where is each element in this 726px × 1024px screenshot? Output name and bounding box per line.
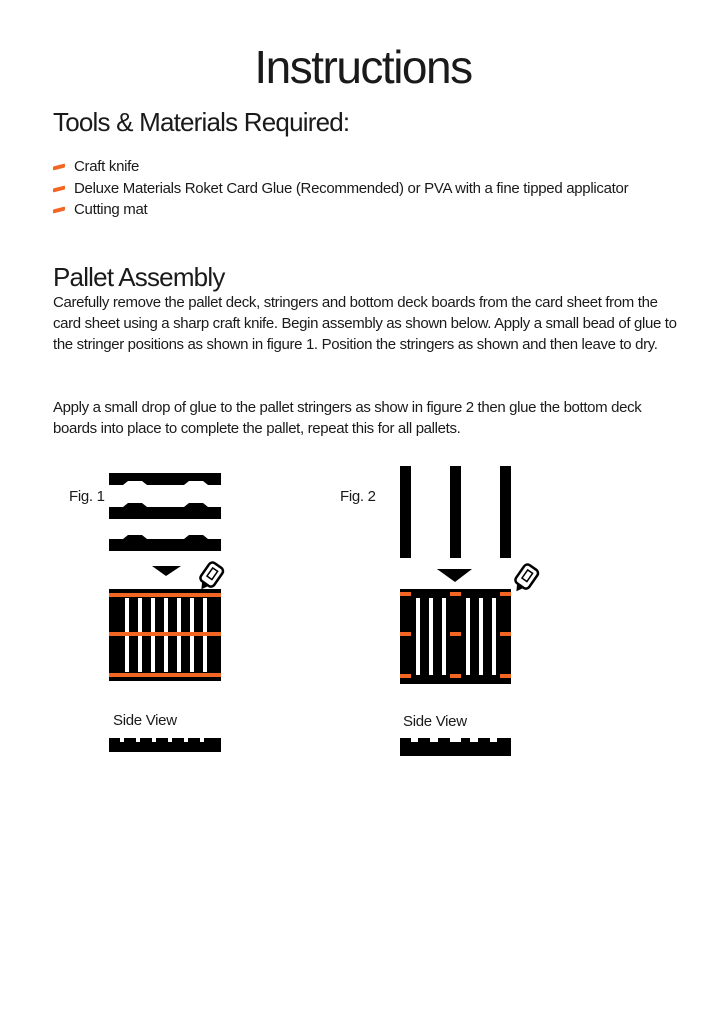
- glue-line: [109, 673, 221, 677]
- pallet-paragraph-2: Apply a small drop of glue to the pallet stringers as show in figure 2 then glue the bottom deck boards into place to complete the pallet, repeat this for all pallets.: [53, 399, 642, 437]
- glue-dot: [450, 592, 461, 596]
- fig1-pallet-deck: [109, 589, 221, 681]
- glue-dot: [450, 632, 461, 636]
- glue-line: [109, 593, 221, 597]
- page-title: Instructions: [254, 41, 472, 93]
- fig1-side-view-label: Side View: [113, 712, 177, 729]
- tools-heading: Tools & Materials Required:: [53, 107, 350, 137]
- fig2-side-view-label: Side View: [403, 713, 467, 730]
- fig1-side-view: [109, 738, 221, 752]
- glue-dot: [450, 674, 461, 678]
- down-arrow-icon: [152, 566, 181, 576]
- fig2-pallet-deck: [400, 589, 511, 684]
- glue-dot: [500, 592, 511, 596]
- glue-line: [109, 632, 221, 636]
- fig1-stringer: [109, 535, 221, 551]
- down-arrow-icon: [437, 569, 472, 582]
- list-item-label: Deluxe Materials Roket Card Glue (Recommended) or PVA with a fine tipped applicator: [74, 179, 629, 197]
- glue-dot: [400, 632, 411, 636]
- fig2-side-view: [400, 738, 511, 756]
- fig1-stringer: [109, 503, 221, 519]
- fig2-bottom-board: [400, 466, 411, 558]
- glue-dot: [500, 632, 511, 636]
- fig2-label: Fig. 2: [340, 488, 376, 505]
- glue-dot: [400, 674, 411, 678]
- fig2-bottom-boards: [400, 466, 511, 558]
- fig1-stringer: [109, 473, 221, 485]
- glue-dot: [400, 592, 411, 596]
- fig1-label: Fig. 1: [69, 488, 105, 505]
- fig2-bottom-board: [500, 466, 511, 558]
- fig1-stringers: [109, 473, 221, 551]
- glue-bottle-icon: [510, 563, 540, 596]
- pallet-assembly-heading: Pallet Assembly: [53, 262, 225, 292]
- pallet-paragraph-1: Carefully remove the pallet deck, stringers and bottom deck boards from the card sheet from the card sheet using a sharp craft knife. Begin assembly as shown below. Apply a small bead of glue to the stringer positions as shown in figure 1. Position the stringers as shown and then leave to dry.: [53, 294, 677, 353]
- list-item-label: Cutting mat: [74, 201, 148, 218]
- glue-dot: [500, 674, 511, 678]
- list-item-label: Craft knife: [74, 158, 140, 175]
- glue-bottle-icon: [195, 561, 225, 594]
- fig2-bottom-board: [450, 466, 461, 558]
